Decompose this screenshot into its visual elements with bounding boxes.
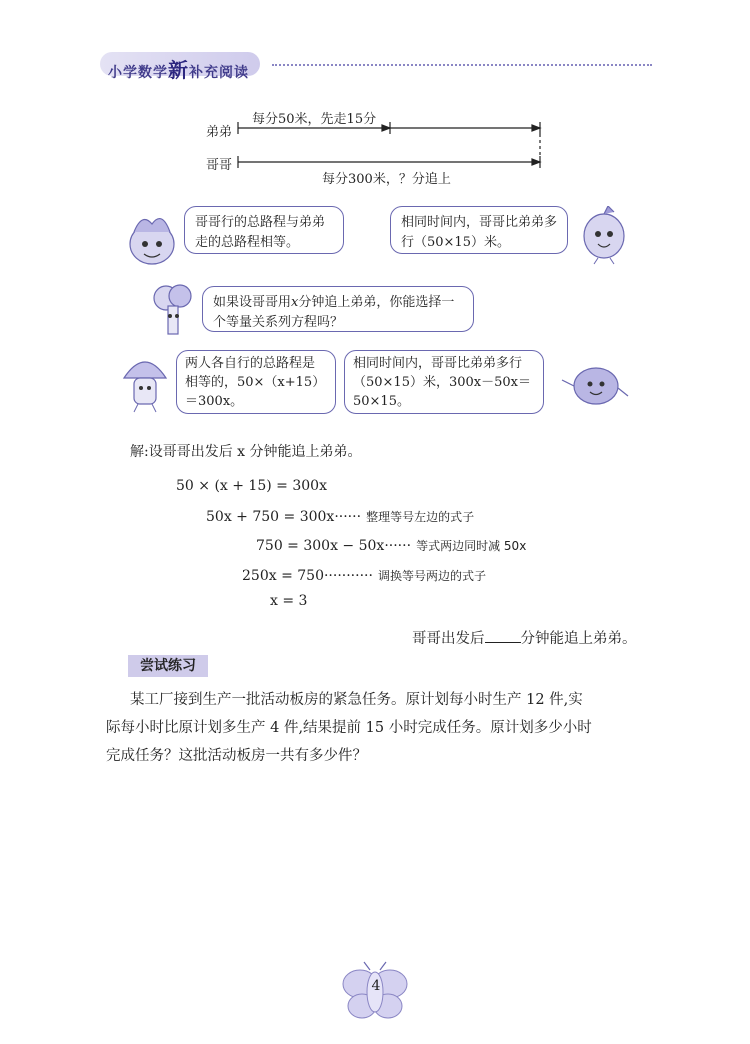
bubble-line: 相等的，50×（x+15） (185, 375, 326, 390)
broccoli-mascot-icon (148, 282, 198, 342)
fruit-mascot-icon (578, 206, 634, 266)
answer-prefix: 哥哥出发后 (412, 631, 485, 647)
speech-bubble-equation-b (344, 350, 544, 414)
equation-step-2: 50x + 750 = 300x (206, 509, 335, 525)
berry-mascot-icon (560, 360, 630, 410)
speech-bubble-total-distance: 哥哥行的总路程与弟弟走的总路程相等。 (184, 206, 344, 254)
equation-step-2-row (206, 506, 474, 525)
equation-step-5: x = 3 (270, 593, 308, 609)
header-title: 小学数学新补充阅读 (108, 58, 249, 82)
header-dotted-rule (272, 64, 652, 66)
leader-dots: ······ (384, 538, 412, 554)
step-4-note: 调换等号两边的式子 (378, 569, 487, 583)
speech-bubble-extra-distance: 相同时间内，哥哥比弟弟多行（50×15）米。 (390, 206, 568, 254)
problem-line: 某工厂接到生产一批活动板房的紧急任务。原计划每小时生产 12 件,实 (130, 692, 583, 708)
step-2-note: 整理等号左边的式子 (366, 510, 475, 524)
bubble-line: 50×15。 (353, 394, 410, 409)
diagram-note-younger-brother: 每分50米，先走15分 (252, 112, 377, 127)
bubble-line: ＝300x。 (185, 394, 244, 409)
leader-dots: ······ (334, 509, 362, 525)
page-number: 4 (371, 978, 381, 994)
equation-step-4-row (242, 565, 486, 584)
bubble-line: 两人各自行的总路程是 (185, 356, 316, 371)
line-segment-diagram (230, 115, 560, 175)
bubble-line: 相同时间内，哥哥比弟弟多行 (353, 356, 523, 371)
diagram-label-older-brother: 哥哥 (206, 158, 233, 173)
problem-line: 完成任务？这批活动板房一共有多少件？ (106, 748, 367, 764)
problem-line: 际每小时比原计划多生产 4 件,结果提前 15 小时完成任务。原计划多少小时 (106, 720, 592, 736)
practice-problem (106, 686, 670, 770)
practice-section-tag: 尝试练习 (128, 655, 208, 677)
equation-step-3: 750 = 300x − 50x (256, 538, 385, 554)
equation-step-4: 250x = 750 (242, 568, 324, 584)
speech-bubble-question: 如果设哥哥用x分钟追上弟弟，你能选择一个等量关系列方程吗？ (202, 286, 474, 332)
bubble-line: （50×15）米，300x－50x＝ (353, 375, 531, 390)
solution-intro: 解:设哥哥出发后 x 分钟能追上弟弟。 (130, 444, 362, 460)
answer-suffix: 分钟能追上弟弟。 (520, 631, 637, 647)
answer-blank[interactable] (485, 628, 521, 643)
cabbage-mascot-icon (122, 210, 182, 268)
diagram-label-younger-brother: 弟弟 (206, 125, 233, 140)
equation-step-1: 50 × (x + 15) = 300x (176, 478, 327, 494)
answer-sentence (412, 627, 637, 648)
leader-dots: ··········· (323, 568, 373, 584)
step-3-note: 等式两边同时减 50x (416, 539, 527, 553)
equation-step-3-row (256, 535, 526, 554)
speech-bubble-equation-a (176, 350, 336, 414)
mushroom-mascot-icon (120, 352, 170, 414)
diagram-note-older-brother: 每分300米，？分追上 (322, 172, 451, 187)
